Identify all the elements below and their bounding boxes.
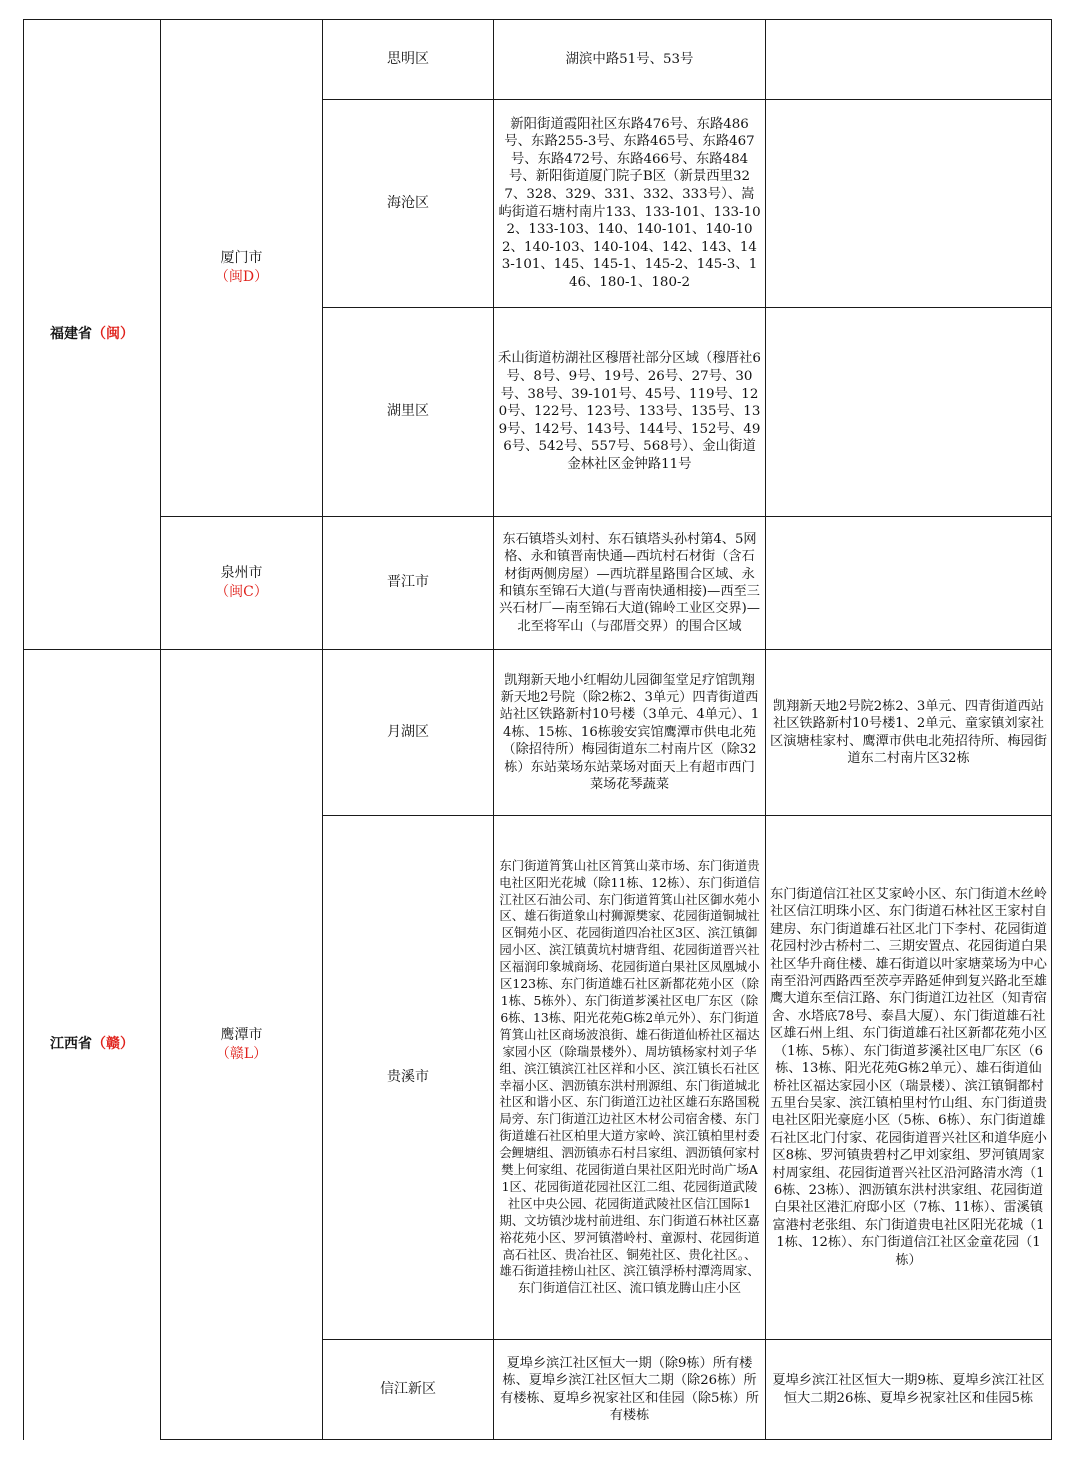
district-notes: [766, 308, 1052, 517]
district-areas: 东石镇塔头刘村、东石镇塔头孙村第4、5网格、永和镇晋南快通—西坑村石材街（含石材街两侧房屋）—西坑群星路围合区域、永和镇东至锦石大道(与晋南快通相接)—西至三兴石材厂—南至锦石大道(锦岭工业区交界)—北至将军山（与邵厝交界）的围合区域: [494, 517, 766, 650]
province-cell: [24, 20, 161, 650]
table-row: [24, 650, 1052, 816]
district-notes: [766, 517, 1052, 650]
district-notes: 夏埠乡滨江社区恒大一期9栋、夏埠乡滨江社区恒大二期26栋、夏埠乡祝家社区和佳园5栋: [766, 1340, 1052, 1440]
district-name: 贵溪市: [323, 816, 494, 1340]
city-plate: （闽C）: [215, 584, 268, 600]
district-notes: 东门街道信江社区艾家岭小区、东门街道木丝岭社区信江明珠小区、东门街道石林社区王家村自建房、东门街道雄石社区北门下李村、花园街道花园村沙古桥村二、三期安置点、花园街道白果社区华升商住楼、雄石街道以叶家塘菜场为中心南至沿河西路西至茨亭弄路延伸到复兴路北至雄鹰大道东至信江路、东门街道江边社区（知青宿舍、水塔底78号、泰昌大厦）、东门街道雄石社区雄石州上组、东门街道雄石社区新都花苑小区（1栋、5栋）、东门街道芗溪社区电厂东区（6栋、13栋、阳光花苑G栋2单元）、雄石街道仙桥社区福达家园小区（瑞景楼）、滨江镇铜都村五里台吴家、滨江镇柏里村竹山组、东门街道贵电社区阳光豪庭小区（5栋、6栋）、东门街道雄石社区北门付家、花园街道晋兴社区和道华庭小区8栋、罗河镇贵碧村乙甲刘家组、罗河镇周家村周家组、花园街道晋兴社区沿河路清水湾（16栋、23栋）、泗沥镇东洪村洪家组、花园街道白果社区港汇府邸小区（7栋、11栋）、雷溪镇富港村老张组、东门街道贵电社区阳光花城（11栋、12栋）、东门街道信江社区金童花园（1栋）: [766, 816, 1052, 1340]
district-notes: 凯翔新天地2号院2栋2、3单元、四青街道西站社区铁路新村10号楼1、2单元、童家镇刘家社区演塘桂家村、鹰潭市供电北苑招待所、梅园街道东二村南片区32栋: [766, 650, 1052, 816]
city-plate: （闽D）: [214, 269, 269, 285]
city-cell: [161, 650, 323, 1440]
district-name: 晋江市: [323, 517, 494, 650]
district-notes: [766, 100, 1052, 308]
district-name: 海沧区: [323, 100, 494, 308]
city-name: 厦门市: [220, 250, 263, 266]
city-name: 鹰潭市: [220, 1026, 263, 1043]
district-areas: 东门街道筲箕山社区筲箕山菜市场、东门街道贵电社区阳光花城（除11栋、12栋）、东门街道信江社区石油公司、东门街道筲箕山社区御水苑小区、雄石街道象山村狮源樊家、花园街道铜城社区铜苑小区、花园街道四冶社区3区、滨江镇御园小区、滨江镇黄坑村塘背组、花园街道晋兴社区福润印象城商场、花园街道白果社区凤凰城小区123栋、东门街道雄石社区新都花苑小区（除1栋、5栋外）、东门街道芗溪社区电厂东区（除6栋、13栋、阳光花苑G栋2单元外）、东门街道筲箕山社区商场波浪街、雄石街道仙桥社区福达家园小区（除瑞景楼外）、周坊镇杨家村刘子华组、滨江镇滨江社区祥和小区、滨江镇长石社区幸福小区、泗沥镇东洪村刑源组、东门街道城北社区和谐小区、东门街道江边社区雄石东路国税局旁、东门街道江边社区木材公司宿舍楼、东门街道雄石社区柏里大道方家岭、滨江镇柏里村委会鲤塘组、泗沥镇赤石村吕家组、泗沥镇何家村樊上何家组、花园街道白果社区阳光时尚广场A1区、花园街道花园社区江二组、花园街道武陵社区中央公园、花园街道武陵社区信江国际1期、文坊镇沙垅村前进组、东门街道石林社区嘉裕花苑小区、罗河镇潜岭村、童源村、花园街道高石社区、贵冶社区、铜苑社区、贵化社区。、雄石街道挂榜山社区、滨江镇浮桥村潭湾周家、东门街道信江社区、流口镇龙腾山庄小区: [494, 816, 766, 1340]
city-cell: [161, 517, 323, 650]
province-abbr: （赣）: [92, 1035, 134, 1052]
district-areas: 夏埠乡滨江社区恒大一期（除9栋）所有楼栋、夏埠乡滨江社区恒大二期（除26栋）所有楼栋、夏埠乡祝家社区和佳园（除5栋）所有楼栋: [494, 1340, 766, 1440]
city-cell: [161, 20, 323, 517]
province-cell: [24, 650, 161, 1440]
district-notes: [766, 20, 1052, 100]
district-areas: 禾山街道枋湖社区穆厝社部分区域（穆厝社6号、8号、9号、19号、26号、27号、30号、38号、39-101号、45号、119号、120号、122号、123号、133号、135号、139号、142号、143号、144号、152号、496号、542号、557号、568号）、金山街道金林社区金钟路11号: [494, 308, 766, 517]
province-abbr: （闽）: [92, 325, 134, 342]
district-name: 思明区: [323, 20, 494, 100]
district-name: 湖里区: [323, 308, 494, 517]
city-plate: （赣L）: [215, 1045, 268, 1062]
district-areas: 凯翔新天地小红帽幼儿园御玺堂足疗馆凯翔新天地2号院（除2栋2、3单元）四青街道西站社区铁路新村10号楼（3单元、4单元）、14栋、15栋、16栋骏安宾馆鹰潭市供电北苑（除招待所）梅园街道东二村南片区（除32栋）东站菜场东站菜场对面天上有超市西门菜场花琴蔬菜: [494, 650, 766, 816]
district-areas: 新阳街道霞阳社区东路476号、东路486号、东路255-3号、东路465号、东路467号、东路472号、东路466号、东路484号、新阳街道厦门院子B区（新景西里327、328、329、331、332、333号）、嵩屿街道石塘村南片133、133-101、133-102、133-103、140、140-101、140-102、140-103、140-104、142、143、143-101、145、145-1、145-2、145-3、146、180-1、180-2: [494, 100, 766, 308]
province-name: 福建省: [50, 325, 92, 342]
district-areas: 湖滨中路51号、53号: [494, 20, 766, 100]
district-name: 信江新区: [323, 1340, 494, 1440]
table-row: [24, 517, 1052, 650]
risk-area-table: [23, 19, 1052, 1440]
district-name: 月湖区: [323, 650, 494, 816]
province-name: 江西省: [50, 1035, 92, 1052]
table-row: [24, 20, 1052, 100]
city-name: 泉州市: [220, 565, 263, 581]
